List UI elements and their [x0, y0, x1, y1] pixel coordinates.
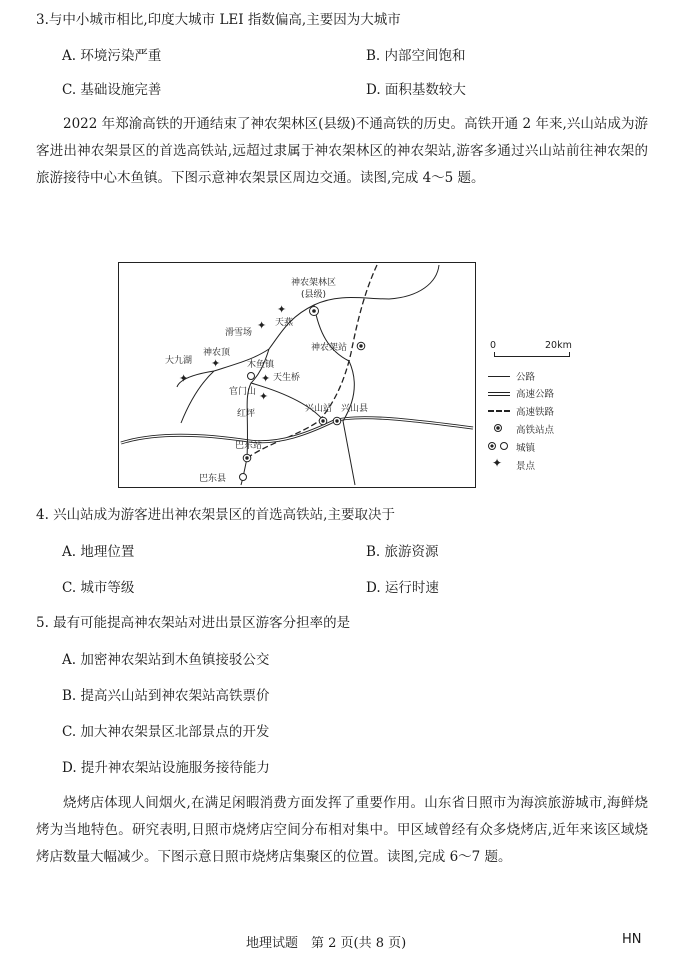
q5-option-d: D. 提升神农架站设施服务接待能力 — [62, 760, 270, 776]
page-footer: 地理试题 第 2 页(共 8 页) — [246, 936, 407, 951]
legend-highway-swatch — [488, 392, 510, 396]
transport-map — [118, 262, 476, 488]
q4-option-c: C. 城市等级 — [62, 580, 135, 596]
footer-code: HN — [622, 932, 642, 947]
dajiu-scenic-icon: ✦ — [179, 372, 189, 385]
legend-road-label: 公路 — [516, 372, 536, 383]
legend-scenic-label: 景点 — [516, 461, 536, 472]
xingshan-county-label: 兴山县 — [341, 404, 369, 414]
badong-station-label: 巴东站 — [235, 441, 263, 451]
xuehe-scenic-icon: ✦ — [257, 319, 267, 332]
passage-shennongjia: 2022 年郑渝高铁的开通结束了神农架林区(县级)不通高铁的历史。高铁开通 2 年来,兴山站成为游客进出神农架景区的首选高铁站,远超过隶属于神农架林区的神农架站,游客多通过兴山站前往神农架的旅游接待中心木鱼镇。下图示意神农架景区周边交通。读图,完成 4～5 题。 — [36, 116, 648, 186]
q3-option-a: A. 环境污染严重 — [62, 48, 162, 64]
q3-option-b: B. 内部空间饱和 — [366, 48, 466, 64]
q5-option-b: B. 提高兴山站到神农架站高铁票价 — [62, 688, 270, 704]
legend-road-swatch — [488, 376, 510, 377]
legend-station-icon — [494, 424, 502, 432]
q4-stem: 4. 兴山站成为游客进出神农架景区的首选高铁站,主要取决于 — [36, 507, 395, 523]
xuehe-label: 滑雪场 — [225, 328, 253, 338]
forest-label: 神农架林区 — [291, 278, 337, 288]
q5-stem: 5. 最有可能提高神农架站对进出景区游客分担率的是 — [36, 615, 351, 631]
tianyan-label: 天燕 — [275, 318, 294, 328]
legend-scenic-icon: ✦ — [492, 456, 503, 470]
tianyan-scenic-icon: ✦ — [277, 303, 287, 316]
guanmenshan-scenic-icon: ✦ — [259, 390, 269, 403]
tianshengqiao-scenic-icon: ✦ — [261, 372, 271, 385]
scale-bar — [494, 352, 570, 357]
guanmenshan-label: 官门山 — [229, 387, 257, 397]
road-east — [314, 305, 355, 485]
xingshan-station-label: 兴山站 — [305, 404, 333, 414]
muyu-dot — [248, 373, 255, 380]
forest-seat-center — [312, 309, 316, 313]
legend-station-label: 高铁站点 — [516, 425, 555, 436]
q4-option-b: B. 旅游资源 — [366, 544, 439, 560]
shennongding-label: 神农顶 — [203, 348, 231, 358]
scale-distance: 20km — [545, 340, 572, 351]
q5-option-c: C. 加大神农架景区北部景点的开发 — [62, 724, 270, 740]
shennongding-scenic-icon: ✦ — [211, 357, 221, 370]
county-label: (县级) — [301, 290, 327, 300]
legend-hsr-swatch — [488, 410, 510, 412]
badong-county-dot — [240, 474, 247, 481]
highway-inner — [121, 418, 473, 443]
xingshan-county-center — [335, 419, 338, 422]
legend-hsr-label: 高速铁路 — [516, 407, 555, 418]
badong-county-label: 巴东县 — [199, 474, 227, 484]
legend-city-icon — [488, 442, 496, 450]
tianshengqiao-label: 天生桥 — [273, 373, 301, 383]
map-drawing — [119, 263, 475, 487]
q5-option-a: A. 加密神农架站到木鱼镇接驳公交 — [62, 652, 270, 668]
snj-station-center — [359, 344, 362, 347]
q3-option-c: C. 基础设施完善 — [62, 82, 162, 98]
q3-stem: 3.与中小城市相比,印度大城市 LEI 指数偏高,主要因为大城市 — [36, 12, 401, 28]
legend-highway-label: 高速公路 — [516, 389, 555, 400]
scale-zero: 0 — [490, 340, 497, 351]
legend-town-icon — [500, 442, 508, 450]
legend-city-label: 城镇 — [516, 443, 536, 454]
q3-option-d: D. 面积基数较大 — [366, 82, 466, 98]
xingshan-station-center — [321, 419, 324, 422]
hongping-label: 红坪 — [237, 409, 256, 419]
passage-bbq: 烧烤店体现人间烟火,在满足闲暇消费方面发挥了重要作用。山东省日照市为海滨旅游城市,海鲜烧烤为当地特色。研究表明,日照市烧烤店空间分布相对集中。甲区域曾经有众多烧烤店,近年来该区域烧烤店数量大幅减少。下图示意日照市烧烤店集聚区的位置。读图,完成 6～7 题。 — [36, 795, 648, 865]
dajiu-label: 大九湖 — [165, 356, 193, 366]
badong-station-center — [245, 456, 248, 459]
legend — [486, 368, 596, 480]
snj-station-label: 神农架站 — [311, 343, 348, 353]
q4-option-a: A. 地理位置 — [62, 544, 135, 560]
muyu-label: 木鱼镇 — [247, 360, 275, 370]
q4-option-d: D. 运行时速 — [366, 580, 439, 596]
